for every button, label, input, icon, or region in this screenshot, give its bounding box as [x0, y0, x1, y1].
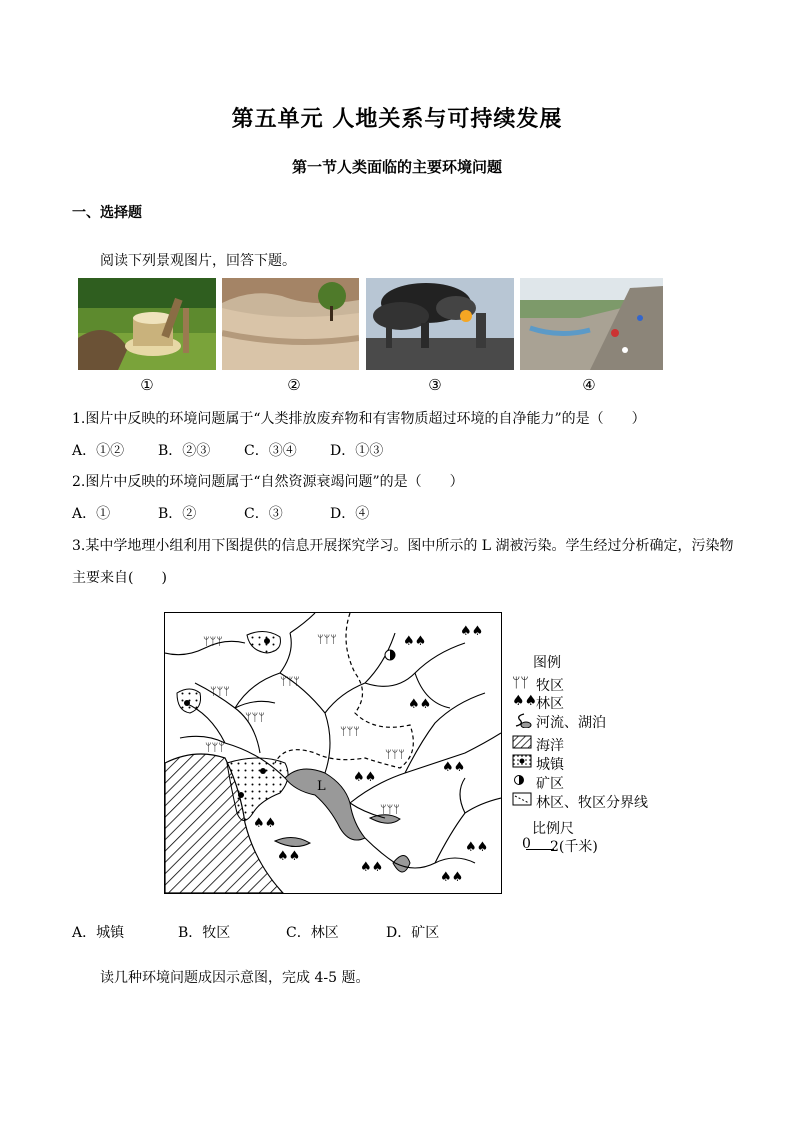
svg-text:ᛘᛘᛘ: ᛘᛘᛘ	[385, 748, 405, 761]
town-legend-icon	[512, 754, 532, 772]
question-1: 1.图片中反映的环境问题属于“人类排放废弃物和有害物质超过环境的自净能力”的是（ ）	[72, 411, 646, 427]
q3-option-c[interactable]: C．林区	[286, 925, 339, 941]
svg-text:♠♠: ♠♠	[253, 816, 277, 831]
town-area-north	[247, 631, 280, 653]
svg-text:♠♠: ♠♠	[360, 860, 384, 875]
q3-option-d[interactable]: D．矿区	[386, 925, 440, 941]
forest-pasture-boundary	[275, 613, 413, 768]
scale-value: 2(千米)	[550, 839, 598, 855]
legend-mine: 矿区	[536, 776, 564, 792]
photo-air-pollution	[366, 278, 514, 370]
pasture-legend-icon: ᛘᛘ	[512, 675, 529, 691]
q2-option-c[interactable]: C．③	[244, 506, 283, 522]
q1-option-d[interactable]: D．①③	[330, 443, 384, 459]
forest-legend-icon: ♠♠	[512, 693, 538, 709]
q2-option-a[interactable]: A．①	[72, 506, 111, 522]
photo-label-1: ①	[140, 376, 154, 394]
photo-soil-erosion	[222, 278, 359, 370]
svg-text:ᛘᛘᛘ: ᛘᛘᛘ	[280, 675, 300, 688]
boundary-legend-icon	[512, 792, 532, 810]
river-legend-icon	[512, 712, 532, 732]
photo-label-3: ③	[428, 376, 442, 394]
svg-text:♠♠: ♠♠	[442, 760, 466, 775]
svg-text:ᛘᛘᛘ: ᛘᛘᛘ	[205, 741, 225, 754]
q45-intro: 读几种环境问题成因示意图，完成 4-5 题。	[100, 970, 370, 986]
svg-text:ᛘᛘᛘ: ᛘᛘᛘ	[210, 685, 230, 698]
legend-forest: 林区	[536, 696, 564, 712]
section-subtitle: 第一节人类面临的主要环境问题	[291, 158, 502, 176]
question-3-line-2: 主要来自( )	[72, 570, 167, 586]
svg-text:ᛘᛘᛘ: ᛘᛘᛘ	[245, 711, 265, 724]
q3-option-a[interactable]: A．城镇	[72, 925, 125, 941]
svg-text:ᛘᛘᛘ: ᛘᛘᛘ	[340, 725, 360, 738]
intro-text: 阅读下列景观图片，回答下题。	[100, 253, 296, 269]
legend-town: 城镇	[536, 757, 564, 773]
svg-text:♠♠: ♠♠	[353, 770, 377, 785]
q1-option-c[interactable]: C．③④	[244, 443, 297, 459]
scale-zero: 0	[522, 836, 531, 852]
svg-text:♠♠: ♠♠	[403, 634, 427, 649]
q2-option-b[interactable]: B．②	[158, 506, 197, 522]
sea-legend-icon	[512, 735, 532, 753]
lake-l-label: L	[317, 779, 326, 794]
svg-text:ᛘᛘᛘ: ᛘᛘᛘ	[203, 635, 223, 648]
svg-text:ᛘᛘᛘ: ᛘᛘᛘ	[317, 633, 337, 646]
legend-pasture: 牧区	[536, 678, 564, 694]
legend-boundary: 林区、牧区分界线	[536, 795, 648, 811]
question-2: 2.图片中反映的环境问题属于“自然资源衰竭问题”的是（ ）	[72, 474, 464, 490]
photo-deforestation	[78, 278, 216, 370]
legend-title: 图例	[533, 655, 561, 671]
photo-label-4: ④	[582, 376, 596, 394]
q1-option-b[interactable]: B．②③	[158, 443, 211, 459]
svg-text:♠♠: ♠♠	[277, 849, 301, 864]
photo-label-2: ②	[287, 376, 301, 394]
q3-option-b[interactable]: B．牧区	[178, 925, 231, 941]
town-area-coastal	[227, 758, 288, 821]
legend-river-lake: 河流、湖泊	[536, 715, 606, 731]
legend-sea: 海洋	[536, 738, 564, 754]
mine-legend-icon	[512, 773, 532, 791]
question-3-line-1: 3.某中学地理小组利用下图提供的信息开展探究学习。图中所示的 L 湖被污染。学生经过分析确定，污染物	[72, 538, 734, 554]
svg-text:♠♠: ♠♠	[460, 624, 484, 639]
q2-option-d[interactable]: D．④	[330, 506, 370, 522]
scale-title: 比例尺	[532, 821, 574, 837]
page-title: 第五单元 人地关系与可持续发展	[231, 106, 563, 132]
svg-text:♠♠: ♠♠	[465, 840, 489, 855]
q1-option-a[interactable]: A．①②	[72, 443, 125, 459]
l-lake-map	[164, 612, 502, 894]
svg-text:♠♠: ♠♠	[440, 870, 464, 885]
photo-solid-waste	[520, 278, 663, 370]
svg-text:♠♠: ♠♠	[408, 697, 432, 712]
svg-text:ᛘᛘᛘ: ᛘᛘᛘ	[380, 803, 400, 816]
section-heading: 一、选择题	[72, 205, 142, 221]
